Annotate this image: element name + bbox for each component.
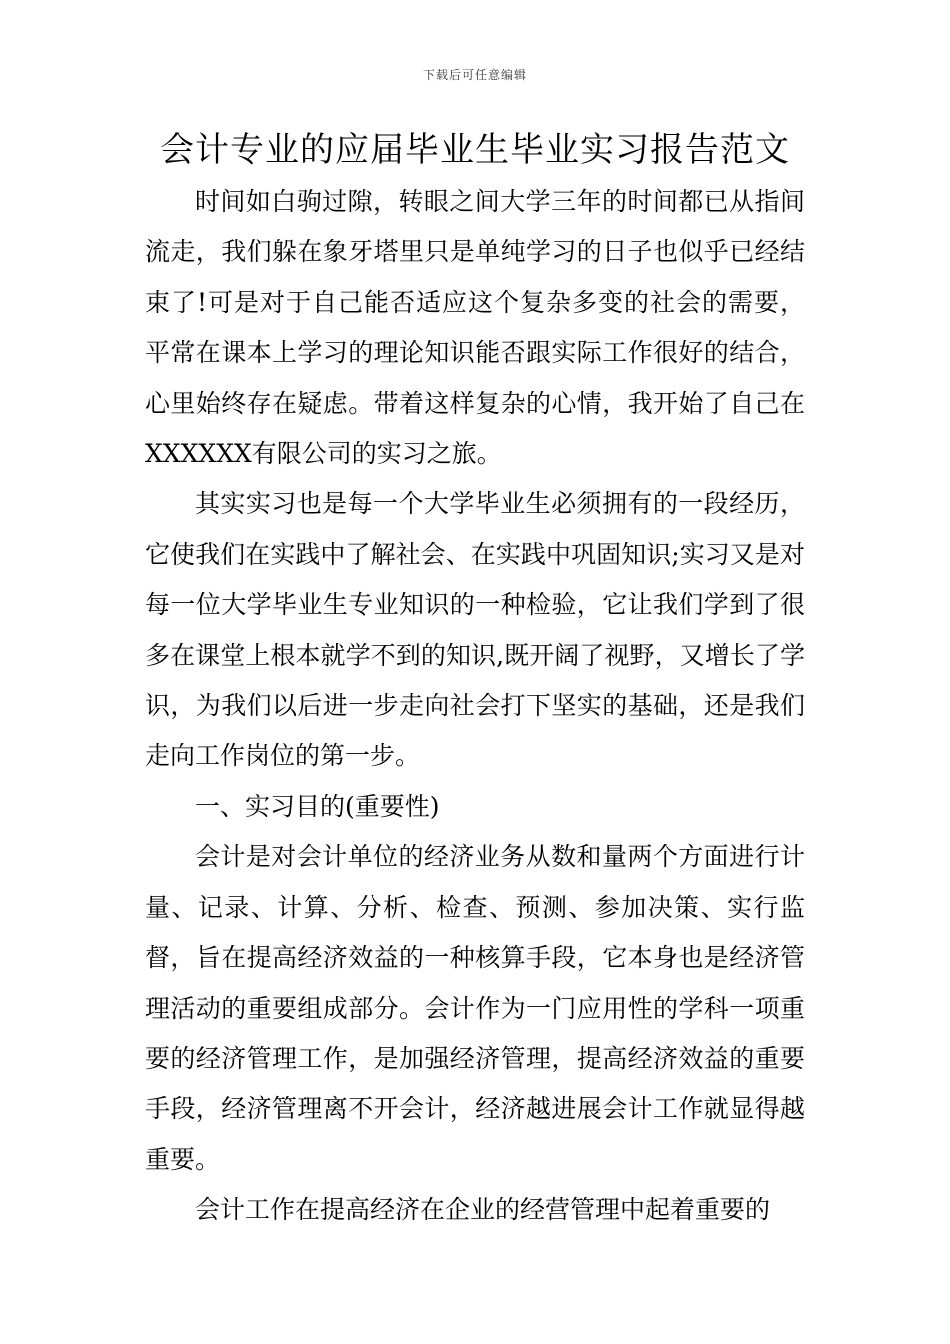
paragraph-accounting-definition: 会计是对会计单位的经济业务从数和量两个方面进行计量、记录、计算、分析、检查、预测、参加决策、实行监督，旨在提高经济效益的一种核算手段，它本身也是经济管理活动的重要组成部分。会计作为一门应用性的学科一项重要的经济管理工作，是加强经济管理，提高经济效益的重要手段，经济管理离不开会计，经济越进展会计工作就显得越重要。	[145, 842, 805, 1174]
section-heading-purpose: 一、实习目的(重要性)	[195, 791, 440, 821]
document-body	[145, 177, 805, 1236]
document-title: 会计专业的应届毕业生毕业实习报告范文	[160, 130, 790, 170]
paragraph-intro: 时间如白驹过隙，转眼之间大学三年的时间都已从指间流走，我们躲在象牙塔里只是单纯学习的日子也似乎已经结束了!可是对于自己能否适应这个复杂多变的社会的需要，平常在课本上学习的理论知识能否跟实际工作很好的结合，心里始终存在疑虑。带着这样复杂的心情，我开始了自己在XXXXXX有限公司的实习之旅。	[145, 187, 805, 469]
header-note: 下载后可任意编辑	[422, 68, 527, 82]
paragraph-accounting-role: 会计工作在提高经济在企业的经营管理中起着重要的	[195, 1195, 771, 1225]
paragraph-internship-meaning: 其实实习也是每一个大学毕业生必须拥有的一段经历，它使我们在实践中了解社会、在实践中巩固知识;实习又是对每一位大学毕业生专业知识的一种检验，它让我们学到了很多在课堂上根本就学不到的知识,既开阔了视野，又增长了学识，为我们以后进一步走向社会打下坚实的基础，还是我们走向工作岗位的第一步。	[145, 489, 805, 771]
